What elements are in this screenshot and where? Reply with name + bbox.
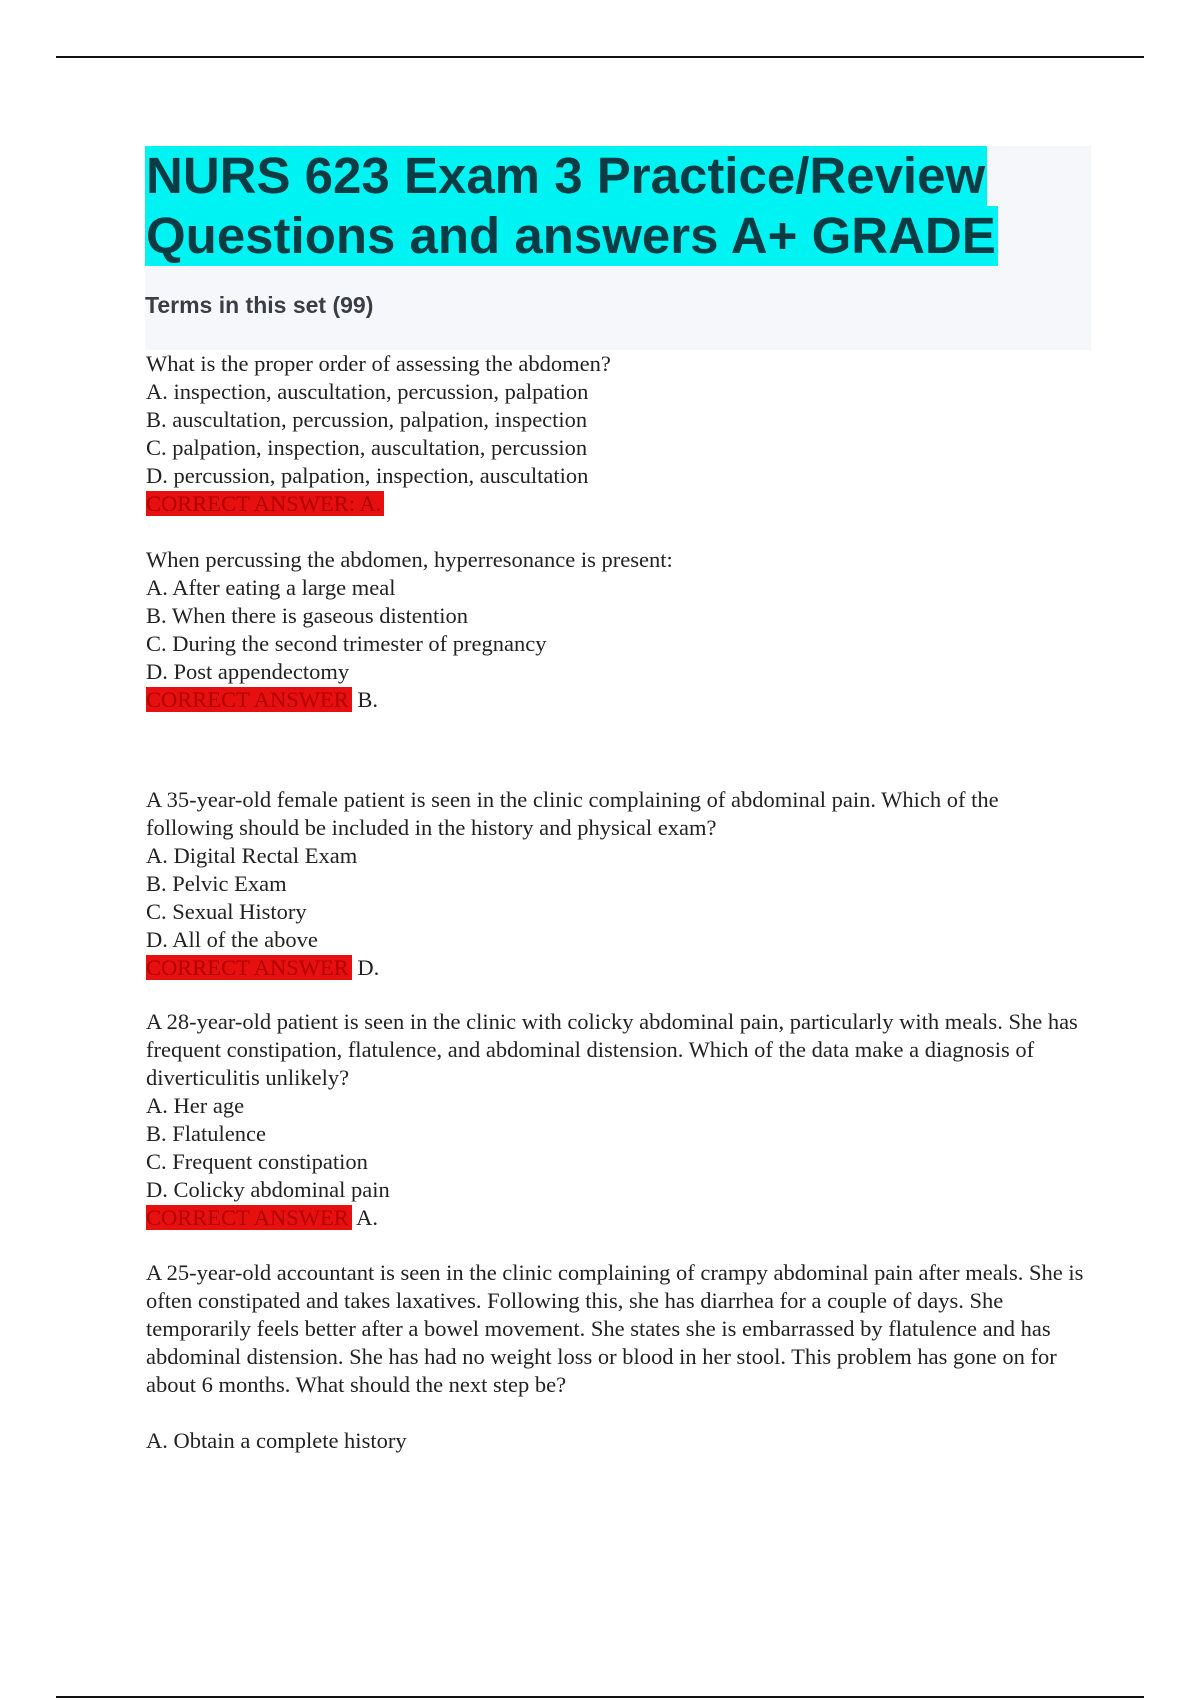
question-text: When percussing the abdomen, hyperresonance is present: <box>146 547 673 572</box>
option-a: A. After eating a large meal <box>146 575 396 600</box>
correct-answer-value: B. <box>351 687 379 712</box>
question-block-3 <box>146 786 1086 982</box>
option-c: C. Frequent constipation <box>146 1149 368 1174</box>
correct-answer-label: CORRECT ANSWER <box>146 955 352 980</box>
option-d: D. Colicky abdominal pain <box>146 1177 390 1202</box>
correct-answer-label: CORRECT ANSWER: A. <box>146 491 384 516</box>
answer-line <box>146 1204 1086 1232</box>
top-rule <box>56 56 1144 58</box>
answer-line <box>146 686 1086 714</box>
title-line-2: Questions and answers A+ GRADE <box>146 207 996 264</box>
option-b: B. When there is gaseous distention <box>146 603 469 628</box>
option-d: D. percussion, palpation, inspection, auscultation <box>146 463 589 488</box>
question-block-1 <box>146 350 1086 518</box>
terms-count: Terms in this set (99) <box>145 292 374 318</box>
option-c: C. During the second trimester of pregnancy <box>146 631 547 656</box>
question-text: A 28-year-old patient is seen in the clinic with colicky abdominal pain, particularly with meals. She has frequent constipation, flatulence, and abdominal distension. Which of the data make a diagnosis of diverticulitis unlikely? <box>146 1009 1078 1090</box>
option-a: A. Digital Rectal Exam <box>146 843 358 868</box>
option-a: A. Obtain a complete history <box>146 1428 407 1453</box>
question-text: What is the proper order of assessing the abdomen? <box>146 351 611 376</box>
question-block-5 <box>146 1259 1086 1455</box>
option-d: D. Post appendectomy <box>146 659 350 684</box>
question-text: A 25-year-old accountant is seen in the clinic complaining of crampy abdominal pain after meals. She is often constipated and takes laxatives. Following this, she has diarrhea for a couple of days. She temporarily feels better after a bowel movement. She states she is embarrassed by flatulence and has abdominal distension. She has had no weight loss or blood in her stool. This problem has gone on for about 6 months. What should the next step be? <box>146 1260 1084 1397</box>
option-b: B. Pelvic Exam <box>146 871 287 896</box>
option-c: C. Sexual History <box>146 899 307 924</box>
option-c: C. palpation, inspection, auscultation, percussion <box>146 435 588 460</box>
correct-answer-value: D. <box>351 955 380 980</box>
bottom-rule <box>56 1696 1144 1698</box>
question-block-4 <box>146 1008 1086 1232</box>
answer-line <box>146 954 1086 982</box>
answer-line <box>146 490 1086 518</box>
correct-answer-label: CORRECT ANSWER <box>146 1205 352 1230</box>
correct-answer-label: CORRECT ANSWER <box>146 687 352 712</box>
title-line-1: NURS 623 Exam 3 Practice/Review <box>146 147 986 204</box>
question-text: A 35-year-old female patient is seen in the clinic complaining of abdominal pain. Which of the following should be included in the history and physical exam? <box>146 787 999 840</box>
page-title <box>145 146 1091 266</box>
option-d: D. All of the above <box>146 927 318 952</box>
option-a: A. Her age <box>146 1093 245 1118</box>
option-b: B. Flatulence <box>146 1121 266 1146</box>
correct-answer-value: A. <box>351 1205 379 1230</box>
question-block-2 <box>146 546 1086 714</box>
header-panel <box>145 146 1091 350</box>
option-a: A. inspection, auscultation, percussion, palpation <box>146 379 589 404</box>
option-b: B. auscultation, percussion, palpation, inspection <box>146 407 588 432</box>
